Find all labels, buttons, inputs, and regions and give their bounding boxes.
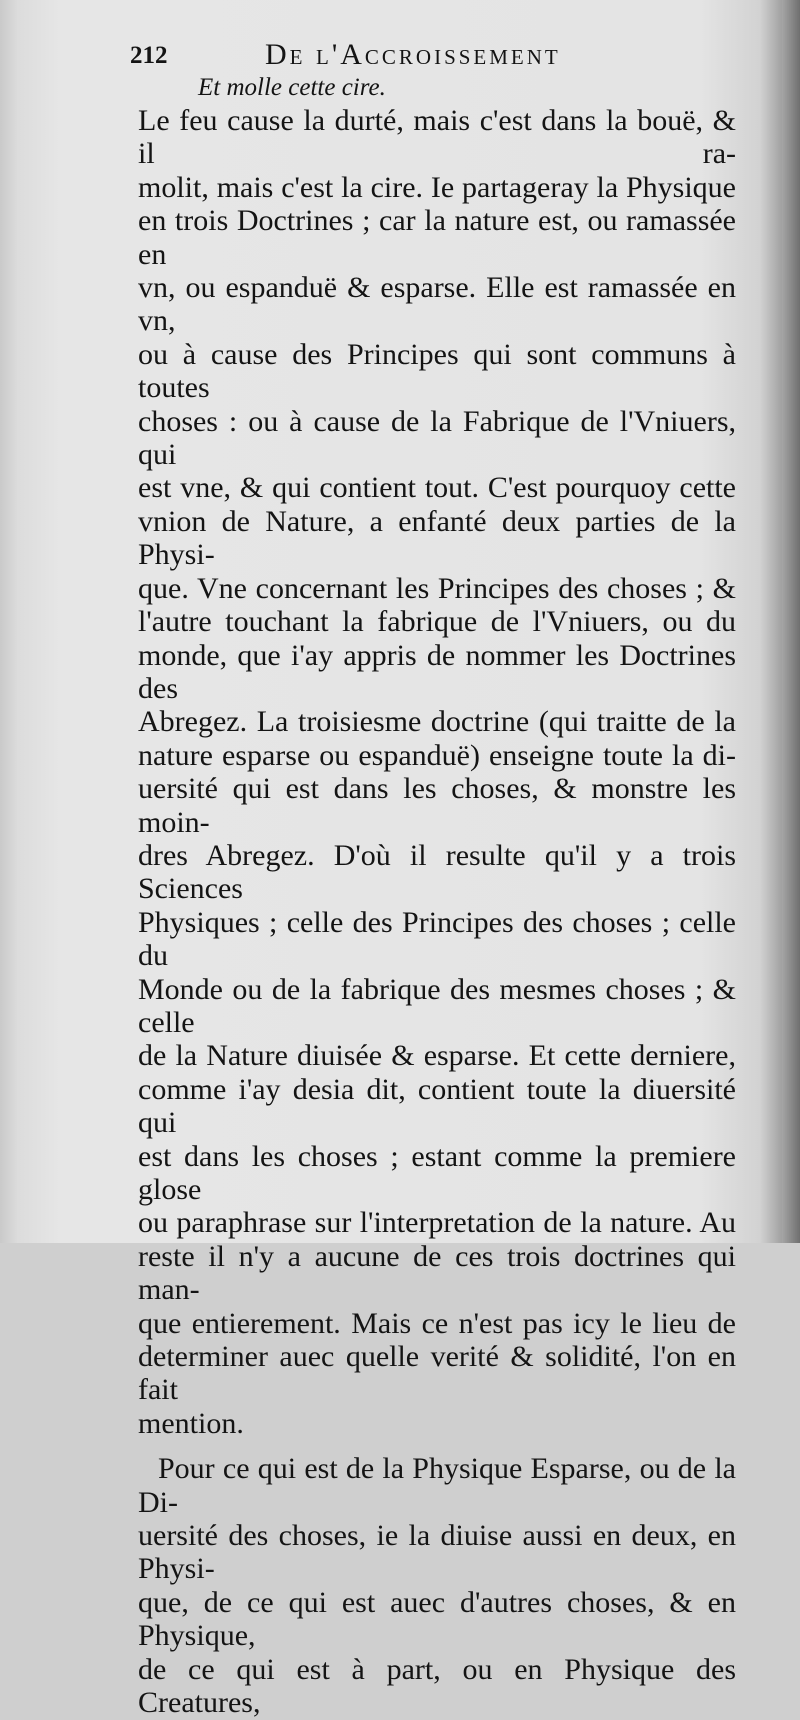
text-line: de ce qui est à part, ou en Physique des Creatures, [138, 1652, 736, 1720]
text-line: uersité des choses, ie la diuise aussi en deux, en Physi- [138, 1519, 736, 1586]
page-number: 212 [130, 42, 168, 69]
page-gutter-shadow [782, 0, 800, 1243]
text-line: nature esparse ou espanduë) enseigne toute la di- [138, 738, 736, 772]
text-line: que. Vne concernant les Principes des choses ; & [138, 571, 736, 605]
text-line: Pour ce qui est de la Physique Esparse, ou de la Di- [138, 1452, 736, 1519]
epigraph-line: Et molle cette cire. [198, 74, 386, 101]
text-line: est dans les choses ; estant comme la premiere glose [138, 1139, 736, 1206]
running-title: De l'Accroissement [265, 38, 561, 71]
text-line: choses : ou à cause de la Fabrique de l'Vniuers, qui [138, 404, 736, 472]
paragraph-1-end [138, 1407, 736, 1440]
text-line: ou à cause des Principes qui sont communs à toutes [138, 337, 736, 405]
text-line: Monde ou de la fabrique des mesmes choses ; & celle [138, 972, 736, 1039]
text-line: est vne, & qui contient tout. C'est pourquoy cette [138, 471, 736, 505]
paragraph-1 [138, 104, 736, 1407]
text-line: vnion de Nature, a enfanté deux parties de la Physi- [138, 504, 736, 572]
text-line: dres Abregez. D'où il resulte qu'il y a trois Sciences [138, 838, 736, 906]
text-line: Le feu cause la durté, mais c'est dans la bouë, & il ra- [138, 104, 736, 171]
text-line: l'autre touchant la fabrique de l'Vniuers, ou du [138, 605, 736, 639]
text-line: uersité qui est dans les choses, & monstre les moin- [138, 772, 736, 839]
page-header [130, 38, 730, 78]
body-text [138, 104, 736, 1720]
text-line: molit, mais c'est la cire. Ie partageray la Physique [138, 170, 736, 204]
text-line: Abregez. La troisiesme doctrine (qui traitte de la [138, 705, 736, 739]
text-line: Physiques ; celle des Principes des choses ; celle du [138, 905, 736, 973]
text-line: mention. [138, 1406, 244, 1440]
text-line: comme i'ay desia dit, contient toute la diuersité qui [138, 1072, 736, 1140]
text-line: monde, que i'ay appris de nommer les Doctrines des [138, 638, 736, 705]
text-line: que, de ce qui est auec d'autres choses, & en Physique, [138, 1585, 736, 1653]
text-line: determiner auec quelle verité & solidité, l'on en fait [138, 1340, 736, 1407]
text-line: de la Nature diuisée & esparse. Et cette derniere, [138, 1039, 736, 1073]
paragraph-2 [138, 1452, 736, 1719]
text-line: vn, ou espanduë & esparse. Elle est ramassée en vn, [138, 271, 736, 338]
text-line: que entierement. Mais ce n'est pas icy le lieu de [138, 1306, 736, 1340]
text-line: ou paraphrase sur l'interpretation de la nature. Au [138, 1206, 736, 1240]
text-line: reste il n'y a aucune de ces trois doctrines qui man- [138, 1239, 736, 1307]
text-line: en trois Doctrines ; car la nature est, ou ramassée en [138, 204, 736, 271]
